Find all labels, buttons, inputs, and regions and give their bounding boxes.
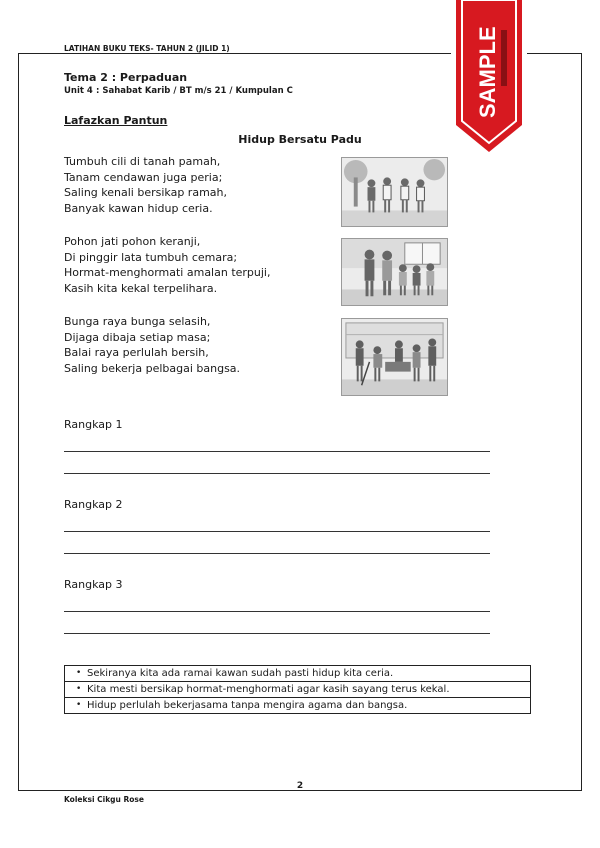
bullet-item xyxy=(65,681,530,697)
bullet-item xyxy=(65,697,530,713)
unit-line xyxy=(64,86,293,96)
answer-line[interactable] xyxy=(64,473,490,474)
rangkap-3-label: Rangkap 3 xyxy=(64,578,123,591)
stanza-line: Bunga raya bunga selasih, xyxy=(64,315,211,328)
stanza-line: Hormat-menghormati amalan terpuji, xyxy=(64,266,271,279)
unit-text: : Sahabat Karib / BT m/s 21 / Kumpulan C xyxy=(96,86,293,96)
section-title: Lafazkan Pantun xyxy=(64,114,168,127)
page-number: 2 xyxy=(296,781,304,791)
bullet-dot: • xyxy=(76,668,82,678)
stanza-line: Saling bekerja pelbagai bangsa. xyxy=(64,361,241,375)
bullet-text: Kita mesti bersikap hormat-menghormati agar kasih sayang terus kekal. xyxy=(87,684,450,695)
stanza-3 xyxy=(64,314,240,376)
bullet-text: Hidup perlulah bekerjasama tanpa mengira agama dan bangsa. xyxy=(87,700,408,711)
illustration-family-respect xyxy=(341,238,448,306)
answer-line[interactable] xyxy=(64,611,490,612)
stanza-line: Tanam cendawan juga peria; xyxy=(64,170,223,184)
illustration-children-friends xyxy=(341,157,448,227)
stanza-line: Pohon jati pohon keranji, xyxy=(64,235,201,248)
rangkap-1-label: Rangkap 1 xyxy=(64,418,123,431)
answer-line[interactable] xyxy=(64,531,490,532)
bullet-item xyxy=(65,666,530,681)
stanza-line: Di pinggir lata tumbuh cemara; xyxy=(64,250,238,264)
illustration-community-work xyxy=(341,318,448,396)
unit-label: Unit 4 xyxy=(64,86,93,96)
answer-line[interactable] xyxy=(64,553,490,554)
footer-credit: Koleksi Cikgu Rose xyxy=(64,795,144,804)
stanza-line: Saling kenali bersikap ramah, xyxy=(64,186,227,199)
bullet-dot: • xyxy=(76,700,82,710)
stanza-1 xyxy=(64,154,227,216)
stanza-line: Dijaga dibaja setiap masa; xyxy=(64,330,211,344)
rangkap-2-label: Rangkap 2 xyxy=(64,498,123,511)
poem-title: Hidup Bersatu Padu xyxy=(238,133,362,146)
bullet-text: Sekiranya kita ada ramai kawan sudah pasti hidup kita ceria. xyxy=(87,668,394,679)
badge-text: SAMPLE xyxy=(475,26,500,118)
stanza-line: Banyak kawan hidup ceria. xyxy=(64,201,213,215)
bullet-dot: • xyxy=(76,684,82,694)
tema-heading: Tema 2 : Perpaduan xyxy=(64,71,188,84)
stanza-2 xyxy=(64,234,271,296)
stanza-line: Kasih kita kekal terpelihara. xyxy=(64,281,218,295)
stanza-line: Balai raya perlulah bersih, xyxy=(64,346,209,359)
answer-line[interactable] xyxy=(64,451,490,452)
bullet-box xyxy=(64,665,531,714)
answer-line[interactable] xyxy=(64,633,490,634)
stanza-line: Tumbuh cili di tanah pamah, xyxy=(64,155,221,168)
header-title: LATIHAN BUKU TEKS- TAHUN 2 (JILID 1) xyxy=(64,44,230,53)
